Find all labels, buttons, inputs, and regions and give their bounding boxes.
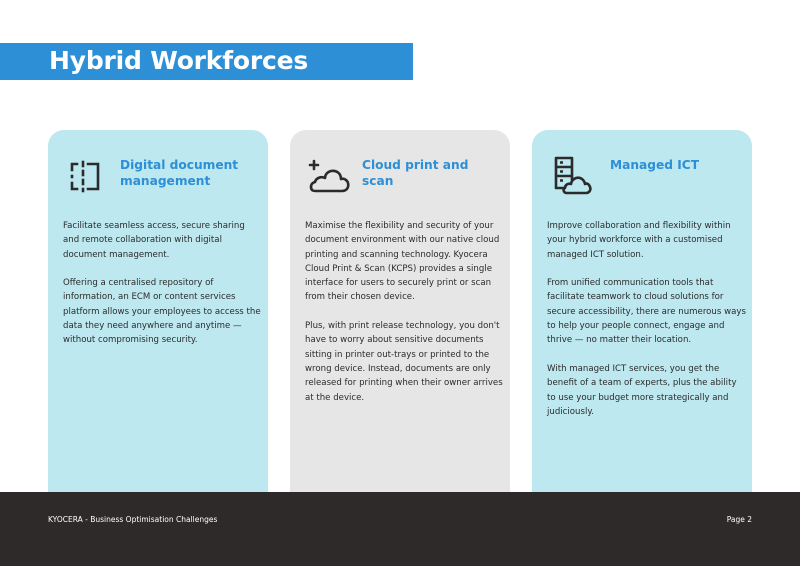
footer-bar — [0, 492, 800, 566]
title-banner — [0, 43, 413, 80]
card-paragraph: With managed ICT services, you get the benefit of a team of experts, plus the ability to use your budget more strategically and judiciously. — [547, 363, 737, 417]
card-paragraph: Maximise the flexibility and security of your document environment with our native cloud printing and scanning technology. Kyocera Cloud Print & Scan (KCPS) provides a single interface for users to securely print or scan from their chosen device. — [305, 221, 500, 303]
page-number: Page 2 — [726, 515, 752, 524]
server-cloud-icon — [548, 152, 594, 198]
card-title: Managed ICT — [610, 158, 700, 172]
page-title: Hybrid Workforces — [49, 46, 309, 75]
document-scan-icon — [64, 152, 110, 198]
card-body — [63, 219, 263, 362]
card-paragraph: Plus, with print release technology, you don't have to worry about sensitive documents sitting in printer out-trays or printed to the wrong device. Instead, documents are only released for printing when their owner arrives at the device. — [305, 321, 503, 403]
card-title: Cloud print and scan — [362, 158, 469, 188]
cloud-plus-icon — [306, 152, 352, 198]
card-paragraph: Offering a centralised repository of information, an ECM or content services platform allows your employees to access the data they need anywhere and anytime — without compromising security. — [63, 278, 261, 346]
card-paragraph: Facilitate seamless access, secure sharing and remote collaboration with digital document management. — [63, 221, 245, 260]
footer-document-title: KYOCERA - Business Optimisation Challenges — [48, 515, 218, 524]
card-managed-ict — [532, 130, 752, 510]
card-paragraph: From unified communication tools that facilitate teamwork to cloud solutions for secure accessibility, there are numerous ways to help your people connect, engage and thrive — no matter their location. — [547, 278, 746, 346]
card-digital-document-management — [48, 130, 268, 510]
card-body — [305, 219, 505, 419]
card-cloud-print-and-scan — [290, 130, 510, 510]
card-title: Digital document management — [120, 158, 239, 188]
card-body — [547, 219, 747, 433]
card-paragraph: Improve collaboration and flexibility within your hybrid workforce with a customised managed ICT solution. — [547, 221, 731, 260]
